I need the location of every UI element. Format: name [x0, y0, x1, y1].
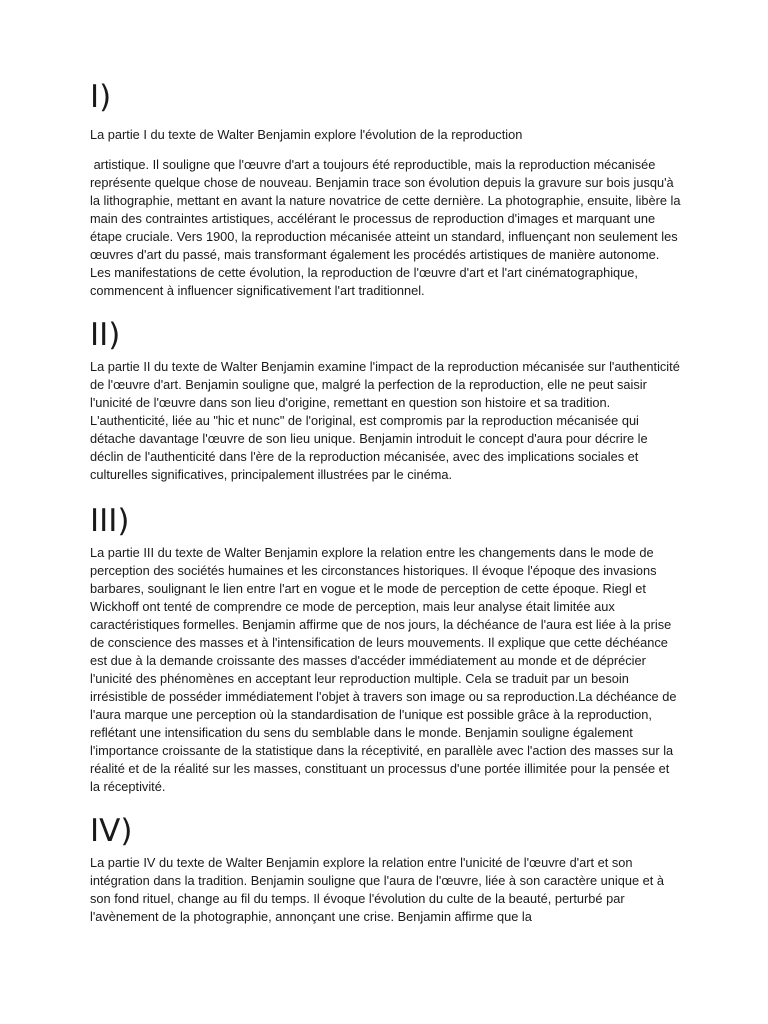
- section-heading: II): [90, 317, 121, 353]
- section-1: [90, 76, 685, 300]
- section-paragraph: La partie III du texte de Walter Benjamin explore la relation entre les changements dans le mode de perception des sociétés humaines et les circonstances historiques. Il évoque l'époque des invasions barbares, soulignant le lien entre l'art en vogue et le mode de perception de cette époque. Riegl et Wickhoff ont tenté de comprendre ce mode de perception, mais leur analyse était limitée aux caractéristiques formelles. Benjamin affirme que de nos jours, la déchéance de l'aura est liée à la prise de conscience des masses et à l'intensification de leurs mouvements. Il explique que cette déchéance est due à la demande croissante des masses d'accéder immédiatement au monde et de déprécier l'unicité des phénomènes en acceptant leur reproduction multiple. Cela se traduit par un besoin irrésistible de posséder immédiatement l'objet à travers son image ou sa reproduction.La déchéance de l'aura marque une perception où la standardisation de l'unique est possible grâce à la reproduction, reflétant une intensification du sens du semblable dans le monde. Benjamin souligne également l'importance croissante de la statistique dans la réceptivité, en parallèle avec l'action des masses sur la réalité et de la réalité sur les masses, constituant un processus d'une portée illimitée pour la pensée et la réceptivité.: [90, 545, 677, 794]
- section-paragraph: La partie IV du texte de Walter Benjamin explore la relation entre l'unicité de l'œuvre d'art et son intégration dans la tradition. Benjamin souligne que l'aura de l'œuvre, liée à son caractère unique et à son fond rituel, change au fil du temps. Il évoque l'évolution du culte de la beauté, perturbé par l'avènement de la photographie, annonçant une crise. Benjamin affirme que la: [90, 855, 664, 924]
- section-3: [90, 500, 682, 796]
- section-heading: III): [90, 503, 130, 539]
- section-paragraph: artistique. Il souligne que l'œuvre d'art a toujours été reproductible, mais la reproduction mécanisée représente quelque chose de nouveau. Benjamin trace son évolution depuis la gravure sur bois jusqu'à la lithographie, mettant en avant la nature novatrice de cette dernière. La photographie, ensuite, libère la main des contraintes artistiques, accélérant le processus de reproduction d'images et marquant une étape cruciale. Vers 1900, la reproduction mécanisée atteint un standard, influençant non seulement les œuvres d'art du passé, mais transformant également les procédés artistiques de manière autonome. Les manifestations de cette évolution, la reproduction de l'œuvre d'art et l'art cinématographique, commencent à influencer significativement l'art traditionnel.: [90, 157, 685, 298]
- section-paragraph: La partie II du texte de Walter Benjamin examine l'impact de la reproduction mécanisée sur l'authenticité de l'œuvre d'art. Benjamin souligne que, malgré la perfection de la reproduction, elle ne peut saisir l'unicité de l'œuvre dans son lieu d'origine, remettant en question son histoire et sa tradition. L'authenticité, liée au "hic et nunc" de l'original, est compromis par la reproduction mécanisée qui détache davantage l'œuvre de son lieu unique. Benjamin introduit le concept d'aura pour décrire le déclin de l'authenticité dans l'ère de la reproduction mécanisée, avec des implications sociales et culturelles significatives, principalement illustrées par le cinéma.: [90, 359, 680, 482]
- section-heading: IV): [90, 813, 133, 849]
- section-4: [90, 810, 682, 926]
- section-2: [90, 314, 682, 484]
- section-intro-line: La partie I du texte de Walter Benjamin explore l'évolution de la reproduction: [90, 127, 523, 142]
- section-heading: I): [90, 79, 112, 115]
